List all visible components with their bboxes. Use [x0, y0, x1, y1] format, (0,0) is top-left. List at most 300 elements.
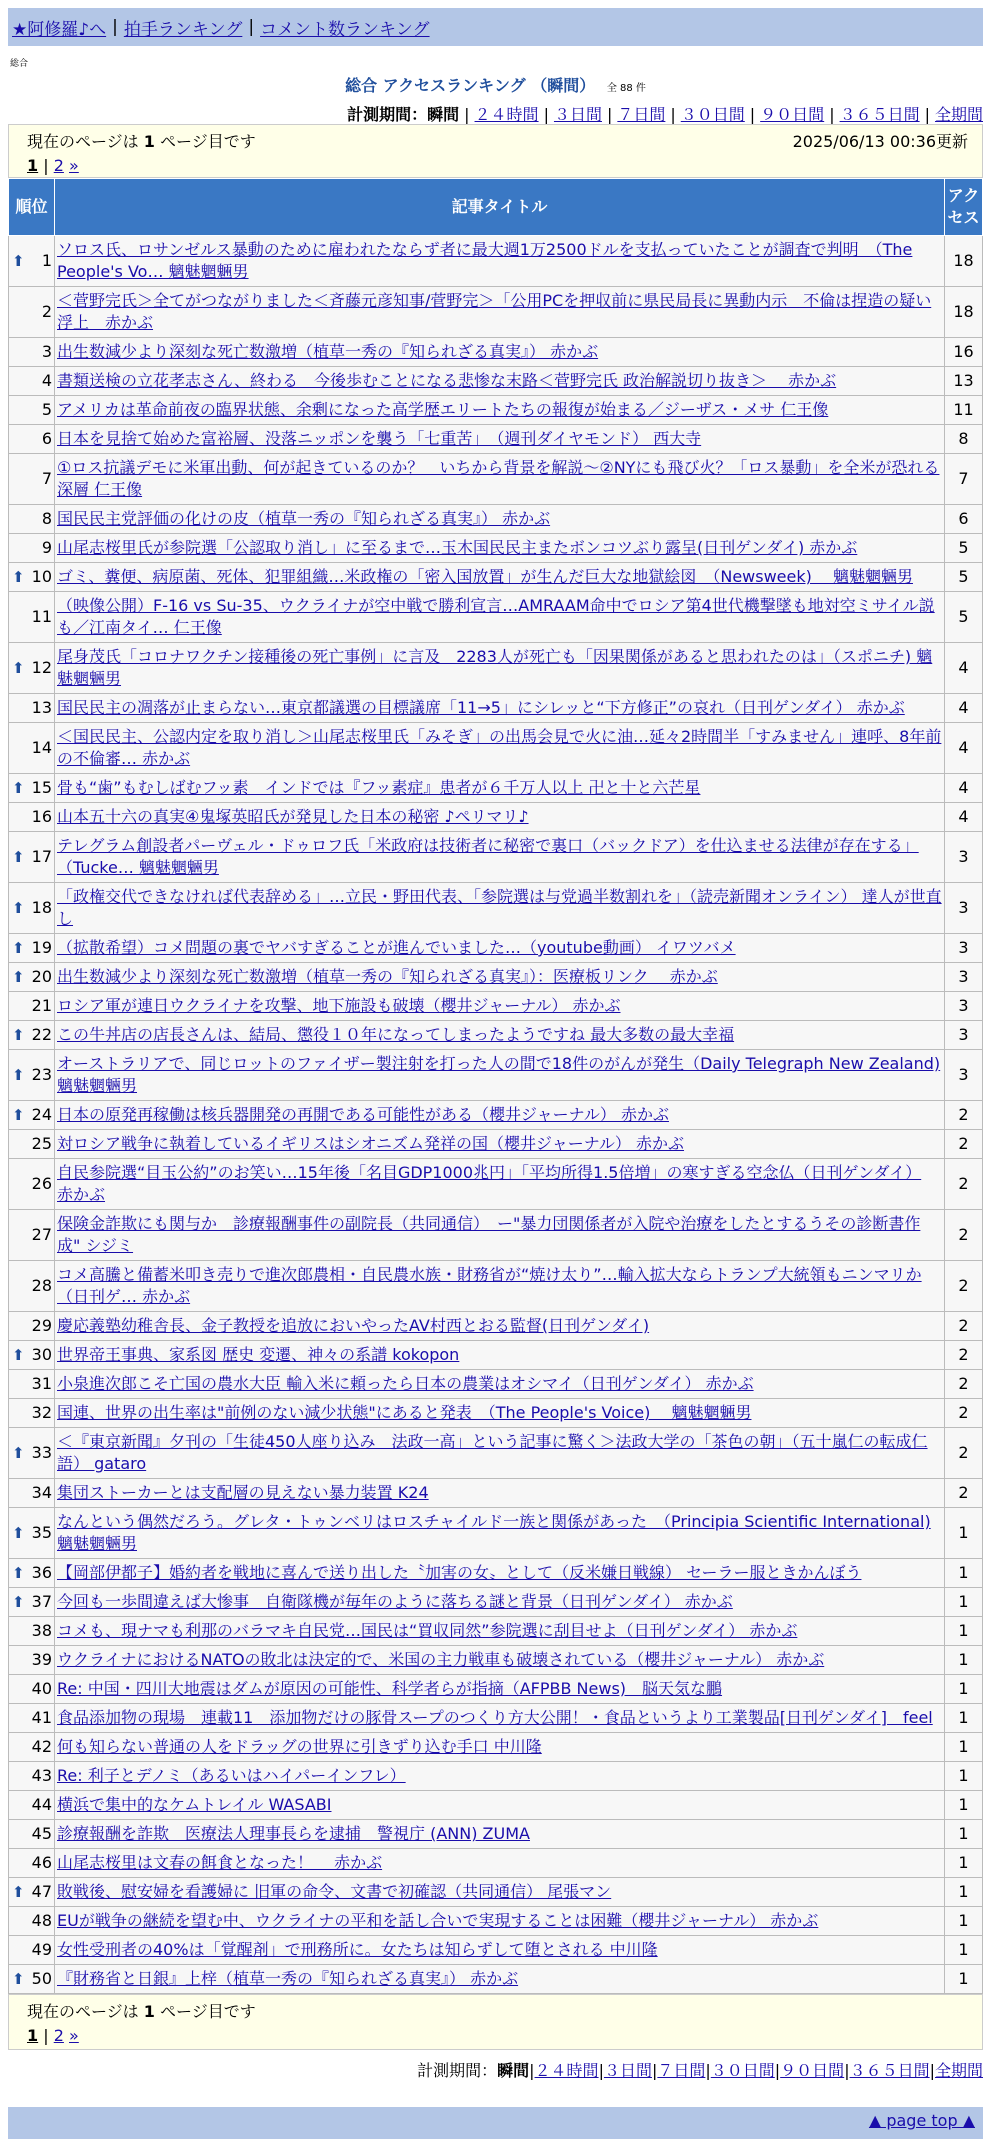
- period-separator: |: [705, 2061, 711, 2080]
- rank-number: 7: [41, 469, 52, 488]
- rank-cell: [9, 1399, 55, 1428]
- table-row: [9, 1159, 983, 1210]
- table-row: [9, 592, 983, 643]
- title-cell: [55, 1130, 945, 1159]
- title-cell: [55, 1791, 945, 1820]
- rank-cell: [9, 367, 55, 396]
- access-count: 4: [945, 694, 983, 723]
- access-count: 1: [945, 1907, 983, 1936]
- rank-number: 45: [31, 1824, 52, 1843]
- rank-number: 37: [31, 1592, 52, 1611]
- title-cell: [55, 1370, 945, 1399]
- title-cell: [55, 1965, 945, 1994]
- rank-number: 41: [31, 1708, 52, 1727]
- rank-cell: [9, 1820, 55, 1849]
- nav-separator: |: [112, 17, 118, 37]
- rank-number: 32: [31, 1403, 52, 1422]
- rank-cell: [9, 1312, 55, 1341]
- rank-cell: [9, 1159, 55, 1210]
- access-count: 2: [945, 1101, 983, 1130]
- title-cell: [55, 425, 945, 454]
- rank-number: 28: [31, 1276, 52, 1295]
- period-separator: |: [464, 105, 470, 124]
- article-link[interactable]: アメリカは革命前夜の臨界状態、余剰になった高学歴エリートたちの報復が始まる／ジーザス・メサ 仁王像: [57, 400, 829, 419]
- rank-cell: [9, 1849, 55, 1878]
- article-link[interactable]: 国民民主党評価の化けの皮（植草一秀の『知られざる真実』） 赤かぶ: [57, 509, 551, 528]
- period-link[interactable]: ３６５日間: [849, 2061, 930, 2080]
- title-cell: [55, 832, 945, 883]
- title-cell: [55, 883, 945, 934]
- access-count: 18: [945, 236, 983, 287]
- article-link[interactable]: （拡散希望）コメ問題の裏でヤバすぎることが進んでいました…（youtube動画） イワツバメ: [57, 938, 736, 957]
- title-cell: [55, 1617, 945, 1646]
- title-cell: [55, 643, 945, 694]
- article-link[interactable]: 国民民主の凋落が止まらない…東京都議選の目標議席「11→5」にシレッと“下方修正”の哀れ（日刊ゲンダイ） 赤かぶ: [57, 698, 905, 717]
- rank-cell: [9, 1428, 55, 1479]
- access-count: 7: [945, 454, 983, 505]
- access-count: 1: [945, 1617, 983, 1646]
- table-row: [9, 1428, 983, 1479]
- rank-cell: [9, 338, 55, 367]
- table-row: [9, 1878, 983, 1907]
- title-cell: [55, 592, 945, 643]
- title-cell: [55, 563, 945, 592]
- rank-cell: [9, 396, 55, 425]
- access-count: 1: [945, 1820, 983, 1849]
- rank-cell: [9, 1101, 55, 1130]
- rank-cell: [9, 1704, 55, 1733]
- rank-up-icon: ⬆: [12, 1524, 25, 1542]
- access-count: 2: [945, 1210, 983, 1261]
- article-link[interactable]: 国連、世界の出生率は"前例のない減少状態"にあると発表 （The People's Voice) 魑魅魍魎男: [57, 1403, 752, 1422]
- article-link[interactable]: 骨も“歯”もむしばむフッ素 インドでは『フッ素症』患者が６千万人以上 卍と十と六芒星: [57, 778, 701, 797]
- rank-cell: [9, 287, 55, 338]
- updated-time: 2025/06/13 00:36更新: [792, 132, 968, 151]
- title-cell: [55, 338, 945, 367]
- applause-ranking-link[interactable]: 拍手ランキング: [123, 19, 243, 40]
- rank-cell: [9, 1733, 55, 1762]
- article-link[interactable]: コメ高騰と備蓄米叩き売りで進次郎農相・自民農水族・財務省が“焼け太り”…輸入拡大ならトランプ大統領もニンマリか（日刊ゲ… 赤かぶ: [57, 1265, 922, 1306]
- period-link[interactable]: ３日間: [553, 105, 602, 124]
- article-link[interactable]: 『財務省と日銀』上梓（植草一秀の『知られざる真実』） 赤かぶ: [57, 1969, 519, 1988]
- article-link[interactable]: 横浜で集中的なケムトレイル WASABI: [57, 1795, 332, 1814]
- article-link[interactable]: なんという偶然だろう。グレタ・トゥンベリはロスチャイルド一族と関係があった （Principia Scientific International) 魑魅魍魎男: [57, 1512, 931, 1553]
- article-link[interactable]: 女性受刑者の40%は「覚醒剤」で刑務所に。女たちは知らずして堕とされる 中川隆: [57, 1940, 658, 1959]
- article-link[interactable]: ＜国民民主、公認内定を取り消し＞山尾志桜里氏「みそぎ」の出馬会見で火に油…延々2時間半「すみません」連呼、8年前の不倫審… 赤かぶ: [57, 727, 942, 768]
- rank-number: 1: [41, 251, 52, 270]
- access-count: 3: [945, 1021, 983, 1050]
- rank-cell: [9, 1210, 55, 1261]
- article-link[interactable]: コメも、現ナマも利那のバラマキ自民党…国民は“買収同然”参院選に刮目せよ（日刊ゲンダイ） 赤かぶ: [57, 1621, 798, 1640]
- rank-cell: [9, 1130, 55, 1159]
- rank-number: 30: [31, 1345, 52, 1364]
- rank-cell: [9, 505, 55, 534]
- rank-up-icon: ⬆: [12, 252, 25, 270]
- rank-up-icon: ⬆: [12, 939, 25, 957]
- access-count: 4: [945, 723, 983, 774]
- article-link[interactable]: 保険金詐欺にも関与か 診療報酬事件の副院長（共同通信） ー"暴力団関係者が入院や治療をしたとするうその診断書作成" シジミ: [57, 1214, 921, 1255]
- access-count: 2: [945, 1370, 983, 1399]
- rank-number: 34: [31, 1483, 52, 1502]
- rank-up-icon: ⬆: [12, 1593, 25, 1611]
- period-link[interactable]: 全期間: [934, 105, 983, 124]
- period-selector-bottom: [0, 2058, 983, 2081]
- title-cell: [55, 934, 945, 963]
- table-row: [9, 236, 983, 287]
- table-row: [9, 1559, 983, 1588]
- access-count: 5: [945, 592, 983, 643]
- access-count: 3: [945, 992, 983, 1021]
- title-cell: [55, 1588, 945, 1617]
- article-link[interactable]: 日本の原発再稼働は核兵器開発の再開である可能性がある（櫻井ジャーナル） 赤かぶ: [57, 1105, 669, 1124]
- period-label: 計測期間：: [347, 105, 428, 124]
- table-row: [9, 963, 983, 992]
- rank-number: 49: [31, 1940, 52, 1959]
- title-cell: [55, 694, 945, 723]
- title-cell: [55, 1762, 945, 1791]
- period-link[interactable]: ３０日間: [680, 105, 745, 124]
- rank-cell: [9, 774, 55, 803]
- access-count: 2: [945, 1399, 983, 1428]
- article-link[interactable]: 出生数減少より深刻な死亡数激増（植草一秀の『知られざる真実』） 赤かぶ: [57, 342, 599, 361]
- title-cell: [55, 1399, 945, 1428]
- access-count: 1: [945, 1733, 983, 1762]
- table-row: [9, 1733, 983, 1762]
- period-separator: |: [924, 105, 930, 124]
- pager-current: 1: [27, 2026, 39, 2045]
- period-link[interactable]: ３０日間: [710, 2061, 775, 2080]
- article-link[interactable]: 世界帝王事典、家系図 歴史 変遷、神々の系譜 kokopon: [57, 1345, 460, 1364]
- rank-number: 31: [31, 1374, 52, 1393]
- rank-cell: [9, 454, 55, 505]
- table-row: [9, 1762, 983, 1791]
- access-count: 1: [945, 1762, 983, 1791]
- rank-number: 22: [31, 1025, 52, 1044]
- access-count: 4: [945, 774, 983, 803]
- title-cell: [55, 1907, 945, 1936]
- access-count: 1: [945, 1646, 983, 1675]
- access-count: 2: [945, 1159, 983, 1210]
- period-link[interactable]: ７日間: [657, 2061, 706, 2080]
- period-separator: |: [774, 2061, 781, 2080]
- ranking-table: [8, 178, 983, 1994]
- table-row: [9, 1050, 983, 1101]
- period-separator: |: [651, 2061, 658, 2080]
- rank-number: 47: [31, 1882, 52, 1901]
- article-link[interactable]: 【岡部伊都子】婚約者を戦地に喜んで送り出した〝加害の女〟として（反米嫌日戦線） セーラー服ときかんぼう: [57, 1563, 862, 1582]
- article-link[interactable]: 何も知らない普通の人をドラッグの世界に引きずり込む手口 中川隆: [57, 1737, 542, 1756]
- page-info-box-bottom: [8, 1994, 983, 2050]
- article-link[interactable]: 食品添加物の現場 連載11 添加物だけの豚骨スープのつくり方大公開！・食品というより工業製品[日刊ゲンダイ] feel: [57, 1708, 933, 1727]
- access-count: 18: [945, 287, 983, 338]
- article-link[interactable]: 尾身茂氏「コロナワクチン接種後の死亡事例」に言及 2283人が死亡も「因果関係があると思われたのは」（スポニチ) 魑魅魍魎男: [57, 647, 933, 688]
- title-cell: [55, 1479, 945, 1508]
- rank-up-icon: ⬆: [12, 1883, 25, 1901]
- title-cell: [55, 963, 945, 992]
- table-row: [9, 454, 983, 505]
- title-cell: [55, 1341, 945, 1370]
- rank-cell: [9, 1646, 55, 1675]
- header-title: 記事タイトル: [55, 179, 945, 236]
- article-link[interactable]: Re: 利子とデノミ（あるいはハイパーインフレ）: [57, 1766, 406, 1785]
- title-cell: [55, 1675, 945, 1704]
- article-link[interactable]: ＜菅野完氏＞全てがつながりました＜斉藤元彦知事/菅野完＞「公用PCを押収前に県民局長に異動内示 不倫は捏造の疑い浮上 赤かぶ: [57, 291, 932, 332]
- period-separator: |: [829, 105, 835, 124]
- rank-number: 19: [31, 938, 52, 957]
- rank-number: 42: [31, 1737, 52, 1756]
- title-cell: [55, 992, 945, 1021]
- rank-cell: [9, 934, 55, 963]
- period-current: 瞬間: [427, 105, 460, 124]
- rank-cell: [9, 1907, 55, 1936]
- title-cell: [55, 723, 945, 774]
- article-link[interactable]: ロシア軍が連日ウクライナを攻撃、地下施設も破壊（櫻井ジャーナル） 赤かぶ: [57, 996, 621, 1015]
- rank-number: 50: [31, 1969, 52, 1988]
- access-count: 3: [945, 883, 983, 934]
- rank-number: 24: [31, 1105, 52, 1124]
- table-row: [9, 425, 983, 454]
- article-link[interactable]: 対ロシア戦争に執着しているイギリスはシオニズム発祥の国（櫻井ジャーナル） 赤かぶ: [57, 1134, 685, 1153]
- period-separator: |: [543, 105, 549, 124]
- pager-separator: |: [43, 2026, 49, 2045]
- title-cell: [55, 1559, 945, 1588]
- period-link[interactable]: ３日間: [603, 2061, 652, 2080]
- article-link[interactable]: テレグラム創設者パーヴェル・ドゥロフ氏「米政府は技術者に秘密で裏口（バックドア）を仕込ませる法律が存在する」（Tucke… 魑魅魍魎男: [57, 836, 919, 877]
- article-link[interactable]: 「政権交代できなければ代表辞める」…立民・野田代表、「参院選は与党過半数割れを」（読売新聞オンライン） 達人が世直し: [57, 887, 942, 928]
- period-label: 計測期間：: [417, 2061, 498, 2080]
- rank-cell: [9, 563, 55, 592]
- access-count: 1: [945, 1588, 983, 1617]
- period-separator: |: [606, 105, 613, 124]
- period-current: 瞬間: [497, 2061, 530, 2080]
- pager-page-2[interactable]: 2: [53, 2026, 64, 2045]
- access-count: 11: [945, 396, 983, 425]
- title-cell: [55, 287, 945, 338]
- table-row: [9, 396, 983, 425]
- access-count: 1: [945, 1508, 983, 1559]
- access-count: 13: [945, 367, 983, 396]
- rank-number: 36: [31, 1563, 52, 1582]
- table-row: [9, 1508, 983, 1559]
- rank-number: 39: [31, 1650, 52, 1669]
- rank-number: 6: [41, 429, 52, 448]
- rank-number: 48: [31, 1911, 52, 1930]
- article-link[interactable]: 山尾志桜里氏が参院選「公認取り消し」に至るまで…玉木国民民主またボンコツぶり露呈(日刊ゲンダイ) 赤かぶ: [57, 538, 858, 557]
- table-row: [9, 1675, 983, 1704]
- period-link[interactable]: ７日間: [617, 105, 666, 124]
- rank-up-icon: ⬆: [12, 1106, 25, 1124]
- article-link[interactable]: この牛丼店の店長さんは、結局、懲役１０年になってしまったようですね 最大多数の最大幸福: [57, 1025, 735, 1044]
- article-link[interactable]: 書類送検の立花孝志さん、終わる 今後歩むことになる悲惨な末路＜菅野完氏 政治解説切り抜き＞ 赤かぶ: [57, 371, 837, 390]
- period-separator: |: [670, 105, 676, 124]
- article-link[interactable]: ①ロス抗議デモに米軍出動、何が起きているのか？ いちから背景を解説～②NYにも飛び火？「ロス暴動」を全米が恐れる深層 仁王像: [57, 458, 940, 499]
- rank-cell: [9, 1050, 55, 1101]
- access-count: 2: [945, 1341, 983, 1370]
- comment-ranking-link[interactable]: コメント数ランキング: [260, 19, 430, 40]
- access-count: 1: [945, 1878, 983, 1907]
- article-link[interactable]: 山尾志桜里は文春の餌食となった！ 赤かぶ: [57, 1853, 383, 1872]
- rank-cell: [9, 425, 55, 454]
- article-link[interactable]: 敗戦後、慰安婦を看護婦に 旧軍の命令、文書で初確認（共同通信） 尾張マン: [57, 1882, 612, 1901]
- pager-page-2[interactable]: 2: [53, 156, 64, 175]
- rank-number: 18: [31, 898, 52, 917]
- page-info-box: [8, 124, 983, 178]
- access-count: 1: [945, 1965, 983, 1994]
- access-count: 3: [945, 934, 983, 963]
- access-count: 3: [945, 1050, 983, 1101]
- access-count: 3: [945, 832, 983, 883]
- title-cell: [55, 1849, 945, 1878]
- title-cell: [55, 1878, 945, 1907]
- rank-cell: [9, 1965, 55, 1994]
- article-link[interactable]: Re: 中国・四川大地震はダムが原因の可能性、科学者らが指摘（AFPBB News) 脳天気な鵬: [57, 1679, 723, 1698]
- rank-number: 15: [31, 778, 52, 797]
- period-link[interactable]: ３６５日間: [839, 105, 920, 124]
- title-cell: [55, 396, 945, 425]
- rank-cell: [9, 643, 55, 694]
- table-row: [9, 1210, 983, 1261]
- rank-number: 21: [31, 996, 52, 1015]
- table-row: [9, 803, 983, 832]
- access-count: 2: [945, 1479, 983, 1508]
- article-link[interactable]: 慶応義塾幼稚舎長、金子教授を追放においやったAV村西とおる監督(日刊ゲンダイ): [57, 1316, 650, 1335]
- rank-up-icon: ⬆: [12, 568, 25, 586]
- period-separator: |: [844, 2061, 850, 2080]
- pager-separator: |: [43, 156, 49, 175]
- rank-cell: [9, 1762, 55, 1791]
- total-count: 全 88 件: [606, 83, 646, 94]
- title-cell: [55, 1508, 945, 1559]
- table-row: [9, 643, 983, 694]
- rank-cell: [9, 883, 55, 934]
- access-count: 1: [945, 1791, 983, 1820]
- rank-number: 40: [31, 1679, 52, 1698]
- rank-number: 43: [31, 1766, 52, 1785]
- pager-current: 1: [27, 156, 39, 175]
- article-link[interactable]: ウクライナにおけるNATOの敗北は決定的で、米国の主力戦車も破壊されている（櫻井ジャーナル） 赤かぶ: [57, 1650, 825, 1669]
- top-nav-bar: [8, 8, 983, 46]
- table-row: [9, 1646, 983, 1675]
- rank-number: 14: [31, 738, 52, 757]
- table-row: [9, 1965, 983, 1994]
- access-count: 1: [945, 1704, 983, 1733]
- period-link[interactable]: 全期間: [934, 2061, 983, 2080]
- article-link[interactable]: 山本五十六の真実④鬼塚英昭氏が発見した日本の秘密 ♪ペリマリ♪: [57, 807, 529, 826]
- pager-bottom: [27, 2026, 968, 2045]
- table-row: [9, 1588, 983, 1617]
- rank-cell: [9, 1878, 55, 1907]
- period-link[interactable]: ２４時間: [534, 2061, 599, 2080]
- rank-cell: [9, 992, 55, 1021]
- rank-number: 35: [31, 1523, 52, 1542]
- period-link[interactable]: ２４時間: [474, 105, 539, 124]
- title-cell: [55, 367, 945, 396]
- article-link[interactable]: 今回も一歩間違えば大惨事 自衛隊機が毎年のように落ちる謎と背景（日刊ゲンダイ） 赤かぶ: [57, 1592, 733, 1611]
- access-count: 4: [945, 803, 983, 832]
- table-row: [9, 1849, 983, 1878]
- article-link[interactable]: ＜『東京新聞』夕刊の「生徒450人座り込み 法政一高」という記事に驚く＞法政大学の「茶色の朝」（五十嵐仁の転成仁語） gataro: [57, 1432, 928, 1473]
- rank-up-icon: ⬆: [12, 1444, 25, 1462]
- header-rank: 順位: [9, 179, 55, 236]
- page-status: 現在のページは 1 ページ目です: [27, 132, 256, 151]
- period-separator: |: [749, 105, 756, 124]
- title-cell: [55, 1428, 945, 1479]
- pager-next[interactable]: »: [69, 156, 79, 175]
- access-count: 2: [945, 1130, 983, 1159]
- table-row: [9, 934, 983, 963]
- rank-number: 12: [31, 658, 52, 677]
- home-link[interactable]: ★阿修羅♪へ: [12, 19, 107, 40]
- title-cell: [55, 1261, 945, 1312]
- table-row: [9, 832, 983, 883]
- title-cell: [55, 534, 945, 563]
- rank-cell: [9, 1021, 55, 1050]
- title-cell: [55, 1704, 945, 1733]
- rank-cell: [9, 1617, 55, 1646]
- period-link[interactable]: ９０日間: [780, 2061, 845, 2080]
- rank-number: 11: [31, 607, 52, 626]
- table-row: [9, 1936, 983, 1965]
- page-top-link[interactable]: ▲ page top ▲: [868, 2111, 975, 2130]
- rank-up-icon: ⬆: [12, 659, 25, 677]
- rank-number: 9: [41, 538, 52, 557]
- table-row: [9, 287, 983, 338]
- nav-separator: |: [248, 17, 255, 37]
- article-link[interactable]: ゴミ、糞便、病原菌、死体、犯罪組織…米政権の「密入国放置」が生んだ巨大な地獄絵図 （Newsweek) 魑魅魍魎男: [57, 567, 913, 586]
- article-link[interactable]: 診療報酬を詐欺 医療法人理事長らを逮捕 警視庁 (ANN) ZUMA: [57, 1824, 530, 1843]
- rank-number: 17: [31, 847, 52, 866]
- access-count: 16: [945, 338, 983, 367]
- access-count: 5: [945, 563, 983, 592]
- rank-cell: [9, 1370, 55, 1399]
- rank-number: 3: [41, 342, 52, 361]
- title-cell: [55, 1820, 945, 1849]
- access-count: 2: [945, 1428, 983, 1479]
- access-count: 1: [945, 1936, 983, 1965]
- access-count: 1: [945, 1559, 983, 1588]
- title-cell: [55, 1210, 945, 1261]
- article-link[interactable]: 集団ストーカーとは支配層の見えない暴力装置 K24: [57, 1483, 429, 1502]
- rank-cell: [9, 832, 55, 883]
- title-cell: [55, 1021, 945, 1050]
- table-row: [9, 563, 983, 592]
- rank-number: 8: [41, 509, 52, 528]
- rank-cell: [9, 803, 55, 832]
- rank-cell: [9, 723, 55, 774]
- access-count: 2: [945, 1312, 983, 1341]
- article-link[interactable]: 自民参院選“目玉公約”のお笑い…15年後「名目GDP1000兆円」「平均所得1.5倍増」の寒すぎる空念仏（日刊ゲンダイ） 赤かぶ: [57, 1163, 922, 1204]
- table-row: [9, 1341, 983, 1370]
- access-count: 8: [945, 425, 983, 454]
- rank-up-icon: ⬆: [12, 779, 25, 797]
- rank-cell: [9, 963, 55, 992]
- period-link[interactable]: ９０日間: [760, 105, 825, 124]
- title-cell: [55, 1050, 945, 1101]
- table-row: [9, 1130, 983, 1159]
- pager-next[interactable]: »: [69, 2026, 79, 2045]
- article-link[interactable]: 日本を見捨て始めた富裕層、没落ニッポンを襲う「七重苦」 （週刊ダイヤモンド） 西大寺: [57, 429, 702, 448]
- rank-number: 23: [31, 1065, 52, 1084]
- article-link[interactable]: 出生数減少より深刻な死亡数激増（植草一秀の『知られざる真実』）：医療板リンク 赤かぶ: [57, 967, 718, 986]
- ranking-title-text: 総合 アクセスランキング （瞬間）: [345, 76, 596, 95]
- article-link[interactable]: 小泉進次郎こそ亡国の農水大臣 輸入米に頼ったら日本の農業はオシマイ（日刊ゲンダイ） 赤かぶ: [57, 1374, 754, 1393]
- table-row: [9, 1907, 983, 1936]
- article-link[interactable]: オーストラリアで、同じロットのファイザー製注射を打った人の間で18件のがんが発生（Daily Telegraph New Zealand) 魑魅魍魎男: [57, 1054, 941, 1095]
- article-link[interactable]: EUが戦争の継続を望む中、ウクライナの平和を話し合いで実現することは困難（櫻井ジャーナル） 赤かぶ: [57, 1911, 819, 1930]
- article-link[interactable]: （映像公開）F-16 vs Su-35、ウクライナが空中戦で勝利宣言…AMRAAM命中でロシア第4世代機撃墜も地対空ミサイル説も／江南タイ… 仁王像: [57, 596, 935, 637]
- article-link[interactable]: ソロス氏、ロサンゼルス暴動のために雇われたならず者に最大週1万2500ドルを支払っていたことが調査で判明 （The People's Vo… 魑魅魍魎男: [57, 240, 913, 281]
- access-count: 2: [945, 1261, 983, 1312]
